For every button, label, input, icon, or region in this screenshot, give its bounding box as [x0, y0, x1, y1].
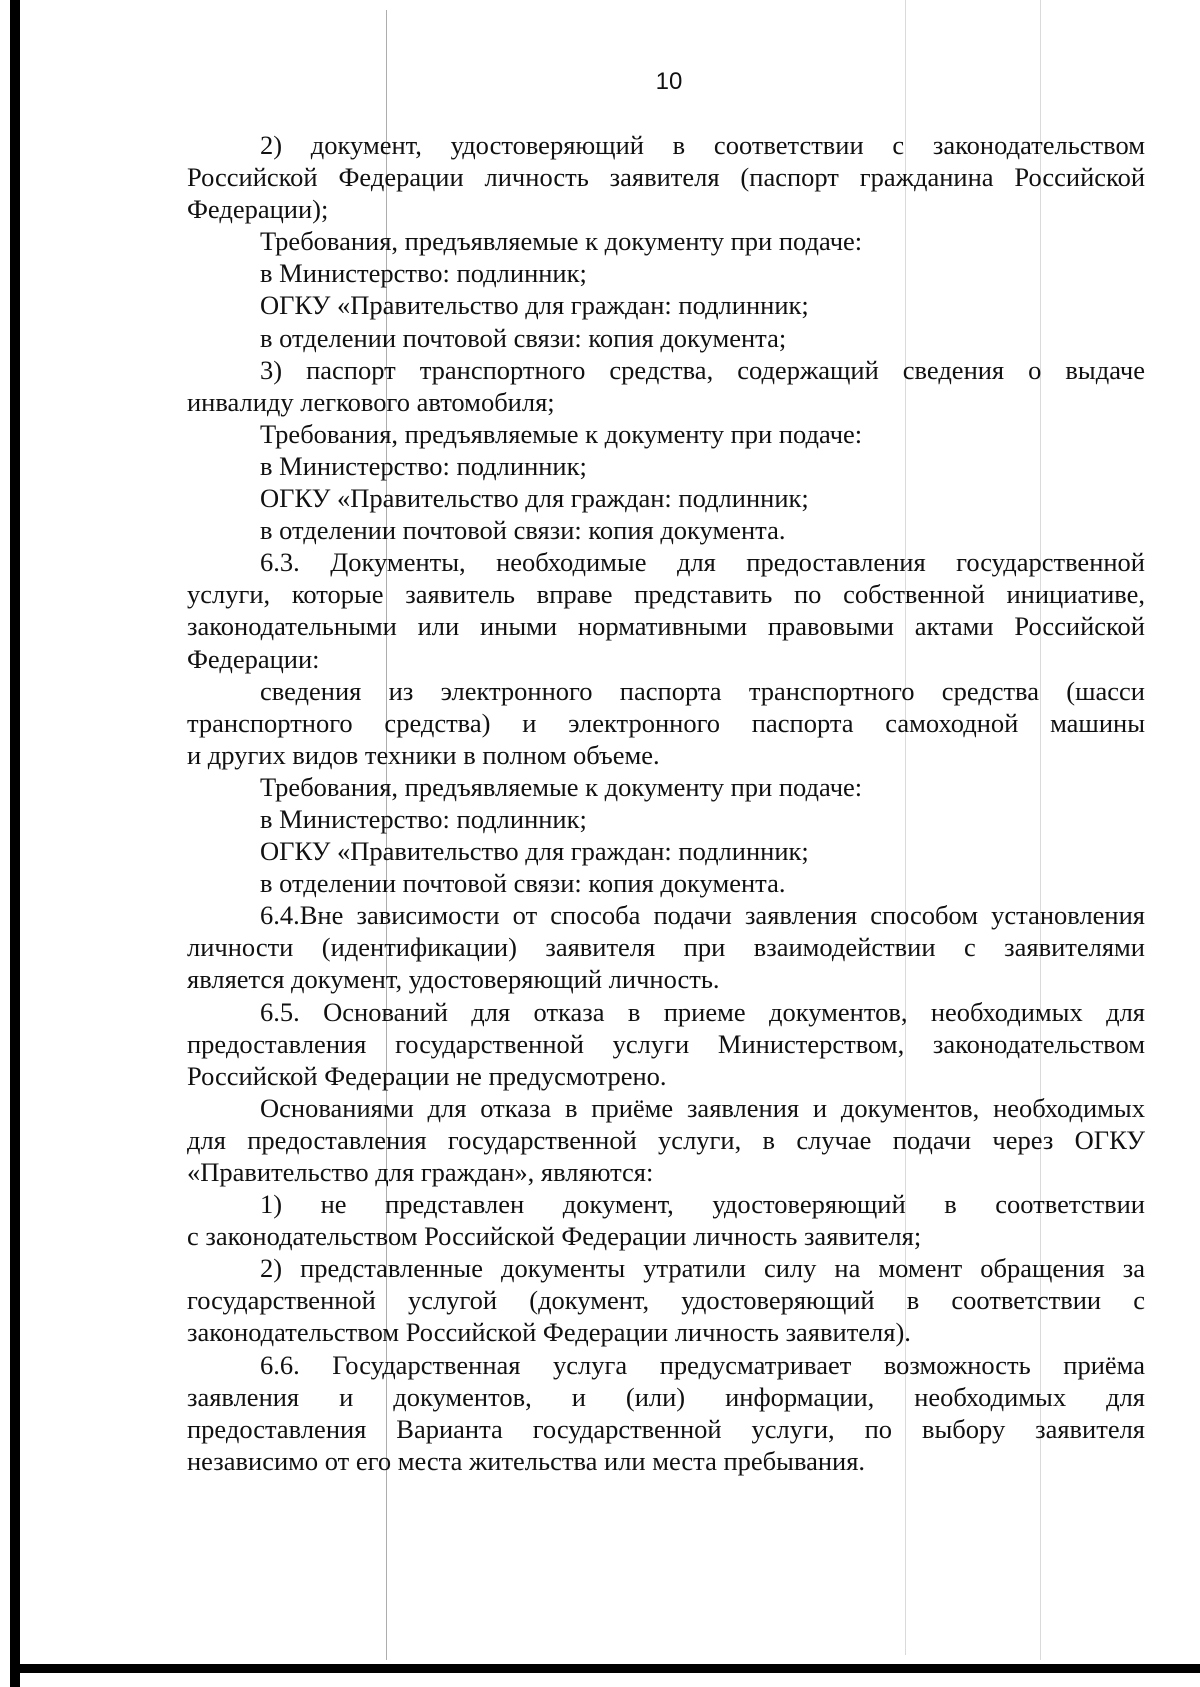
- text-line: заявления и документов, и (или) информации, необходимых для: [187, 1381, 1145, 1412]
- text-line: ОГКУ «Правительство для граждан: подлинник;: [260, 836, 809, 867]
- text-line: в отделении почтовой связи: копия документа.: [260, 515, 786, 546]
- text-line: независимо от его места жительства или места пребывания.: [187, 1445, 866, 1476]
- document-body: [187, 129, 1145, 1477]
- text-line: и других видов техники в полном объеме.: [187, 739, 660, 770]
- text-line: ОГКУ «Правительство для граждан: подлинник;: [260, 290, 809, 321]
- text-line: 6.3. Документы, необходимые для предоставления государственной: [260, 547, 1145, 578]
- text-line: законодательством Российской Федерации личность заявителя).: [187, 1317, 911, 1348]
- text-line: для предоставления государственной услуги, в случае подачи через ОГКУ: [187, 1124, 1145, 1155]
- text-line: Требования, предъявляемые к документу при подаче:: [260, 771, 863, 802]
- text-line: в отделении почтовой связи: копия документа.: [260, 868, 786, 899]
- text-line: 2) представленные документы утратили силу на момент обращения за: [260, 1253, 1145, 1284]
- text-line: предоставления Варианта государственной услуги, по выбору заявителя: [187, 1413, 1145, 1444]
- text-line: в отделении почтовой связи: копия документа;: [260, 322, 787, 353]
- text-line: услуги, которые заявитель вправе представить по собственной инициативе,: [187, 579, 1145, 610]
- text-line: инвалиду легкового автомобиля;: [187, 386, 555, 417]
- text-line: «Правительство для граждан», являются:: [187, 1157, 654, 1187]
- text-line: транспортного средства) и электронного паспорта самоходной машины: [187, 707, 1145, 738]
- text-line: Федерации);: [187, 194, 329, 225]
- text-line: личности (идентификации) заявителя при взаимодействии с заявителями: [187, 932, 1145, 963]
- text-line: в Министерство: подлинник;: [260, 803, 587, 834]
- text-line: сведения из электронного паспорта транспортного средства (шасси: [260, 675, 1145, 706]
- text-line: законодательными или иными нормативными правовыми актами Российской: [187, 611, 1145, 642]
- text-line: государственной услугой (документ, удостоверяющий в соответствии с: [187, 1285, 1145, 1316]
- text-line: 6.5. Оснований для отказа в приеме документов, необходимых для: [260, 996, 1145, 1027]
- text-line: является документ, удостоверяющий личность.: [187, 964, 720, 995]
- text-line: Требования, предъявляемые к документу при подаче:: [260, 226, 863, 257]
- text-line: Российской Федерации личность заявителя (паспорт гражданина Российской: [187, 162, 1145, 193]
- text-line: Основаниями для отказа в приёме заявления и документов, необходимых: [260, 1092, 1145, 1123]
- text-line: в Министерство: подлинник;: [260, 258, 587, 289]
- text-line: Федерации:: [187, 643, 320, 674]
- text-line: 3) паспорт транспортного средства, содержащий сведения о выдаче: [260, 354, 1145, 385]
- text-line: Требования, предъявляемые к документу при подаче:: [260, 418, 863, 449]
- text-line: 6.4.Вне зависимости от способа подачи заявления способом установления: [260, 900, 1145, 931]
- text-line: 2) документ, удостоверяющий в соответствии с законодательством: [260, 130, 1145, 160]
- scan-left-edge: [10, 0, 20, 1687]
- text-line: 1) не представлен документ, удостоверяющий в соответствии: [260, 1189, 1145, 1220]
- page-number: 10: [655, 68, 683, 95]
- text-line: предоставления государственной услуги Министерством, законодательством: [187, 1028, 1145, 1059]
- text-line: Российской Федерации не предусмотрено.: [187, 1060, 667, 1091]
- text-line: 6.6. Государственная услуга предусматривает возможность приёма: [260, 1349, 1145, 1380]
- text-line: ОГКУ «Правительство для граждан: подлинник;: [260, 483, 809, 514]
- text-line: с законодательством Российской Федерации личность заявителя;: [187, 1221, 922, 1252]
- scan-bottom-edge: [20, 1664, 1200, 1673]
- text-line: в Министерство: подлинник;: [260, 450, 587, 481]
